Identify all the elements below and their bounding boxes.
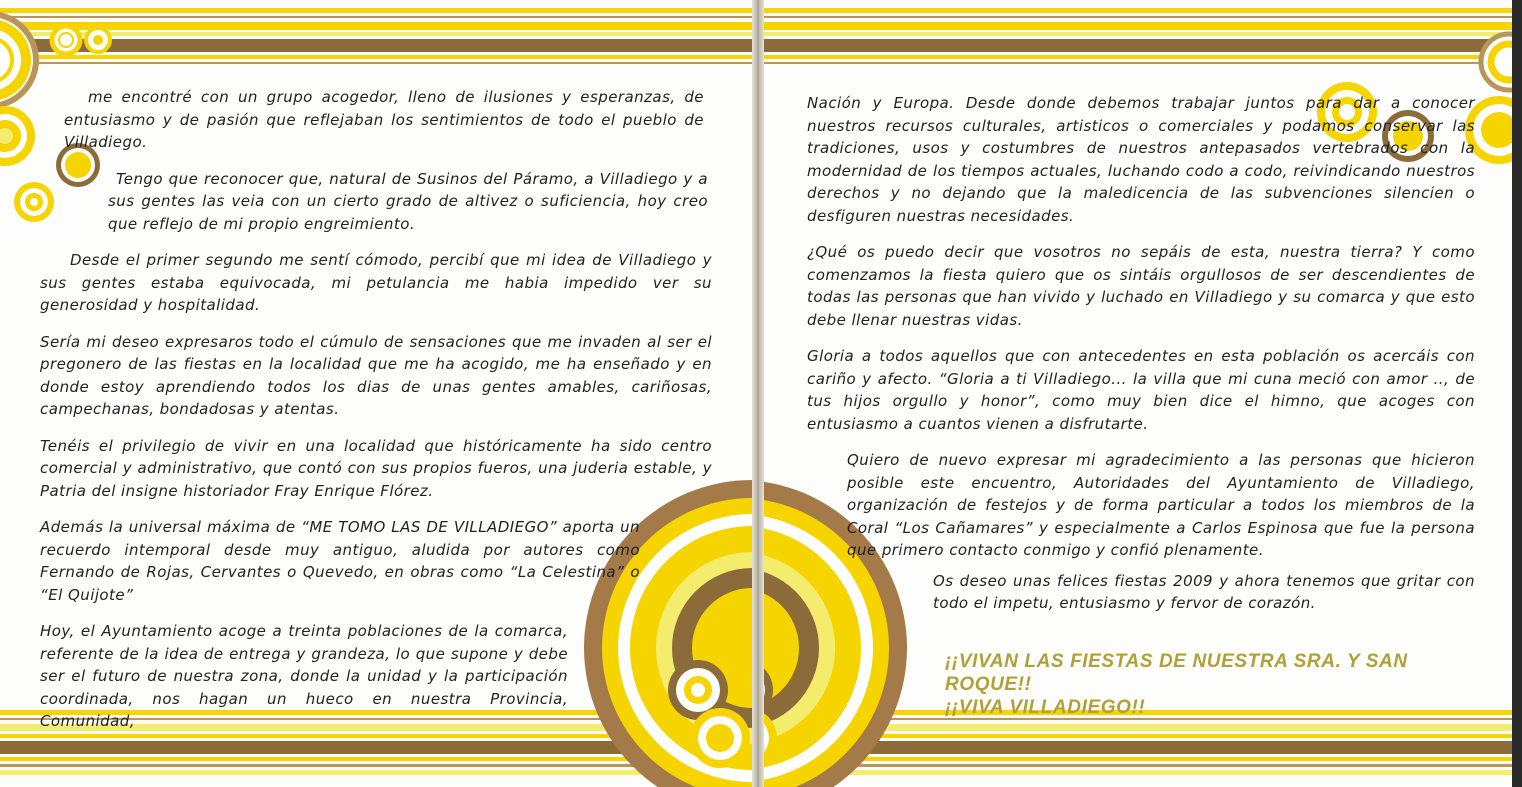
left-page-text: [40, 86, 712, 733]
slogan-line-2: ¡¡VIVA VILLADIEGO!!: [945, 697, 1146, 718]
slogan: [945, 650, 1485, 719]
scan-edge: [1512, 0, 1522, 787]
paragraph: Desde el primer segundo me sentí cómodo, percibí que mi idea de Villadiego y sus gentes estaba equivocada, mi petulancia me habia impedido ver su generosidad y hospitalidad.: [40, 251, 712, 314]
paragraph: Nación y Europa. Desde donde debemos trabajar juntos para dar a conocer nuestros recursos culturales, artisticos o comerciales y podamos conservar las tradiciones, usos y costumbres de nuestros antepasados vertebrados con la modernidad de los tiempos actuales, luchando codo a codo, reivindicando nuestros derechos y no dejando que la maledicencia de las subvenciones silencien o desfiguren nuestras necesidades.: [807, 94, 1475, 225]
paragraph: Tengo que reconocer que, natural de Susinos del Páramo, a Villadiego y a sus gentes las veia con un cierto grado de altivez o suficiencia, hoy creo que reflejo de mi propio engreimiento.: [108, 169, 708, 233]
paragraph: Quiero de nuevo expresar mi agradecimiento a las personas que hicieron posible este encuentro, Autoridades del Ayuntamiento de Villadiego, organización de festejos y de forma particular a todos los miembros de la Coral “Los Cañamares” y especialmente a Carlos Espinosa que fue la persona que primero contacto conmigo y confió plenamente.: [847, 451, 1475, 559]
right-page-text: [807, 92, 1475, 615]
corner-ring-1: [0, 14, 36, 106]
paragraph: Gloria a todos aquellos que con antecedentes en esta población os acercáis con cariño y afecto. “Gloria a ti Villadiego... la villa que mi cuna meció con amor .., de tus hijos orgullo y honor”, como muy bien dice el himno, que acoges con entusiasmo a cuantos vienen a disfrutarte.: [807, 347, 1475, 433]
paragraph: ¿Qué os puedo decir que vosotros no sepáis de esta, nuestra tierra? Y como comenzamos la fiesta quiero que os sintáis orgullosos de ser descendientes de todas las personas que han vivido y luchado en Villadiego y su comarca y que esto debe llenar nuestras vidas.: [807, 243, 1475, 329]
small-ring-top: [52, 26, 110, 54]
paragraph: Además la universal máxima de “ME TOMO LAS DE VILLADIEGO” aporta un recuerdo intemporal desde muy antiguo, aludida por autores como Fernando de Rojas, Cervantes o Quevedo, en obras como “La Celestina” o “El Quijote”: [40, 518, 640, 604]
paragraph: me encontré con un grupo acogedor, lleno de ilusiones y esperanzas, de entusiasmo y de pasión que reflejaban los sentimientos de todo el pueblo de Villadiego.: [64, 88, 704, 151]
paragraph: Hoy, el Ayuntamiento acoge a treinta poblaciones de la comarca, referente de la idea de entrega y grandeza, lo que supone y debe ser el futuro de nuestra zona, donde la unidad y la participación coordinada, nos hagan un hueco en nuestra Provincia, Comunidad,: [40, 622, 568, 730]
right-page: [759, 0, 1512, 787]
ring-top-right-corner: [1481, 34, 1512, 90]
top-stripe-band: [0, 0, 757, 70]
ring-mid-left: [0, 106, 35, 166]
book-spine-gutter: [752, 0, 764, 787]
paragraph: Os deseo unas felices fiestas 2009 y ahora tenemos que gritar con todo el impetu, entusiasmo y fervor de corazón.: [933, 571, 1475, 612]
paragraph: Tenéis el privilegio de vivir en una localidad que históricamente ha sido centro comercial y administrativo, que contó con sus propios fueros, una juderia estable, y Patria del insigne historiador Fray Enrique Flórez.: [40, 436, 712, 500]
left-page: [0, 0, 757, 787]
slogan-line-1: ¡¡VIVAN LAS FIESTAS DE NUESTRA SRA. Y SAN ROQUE!!: [945, 651, 1408, 695]
paragraph: Sería mi deseo expresaros todo el cúmulo de sensaciones que me invaden al ser el pregonero de las fiestas en la localidad que me ha acogido, me ha enseñado y en donde estoy aprendiendo todos los dias de unas gentes amables, cariñosas, campechanas, bondadosas y atentas.: [40, 332, 712, 418]
